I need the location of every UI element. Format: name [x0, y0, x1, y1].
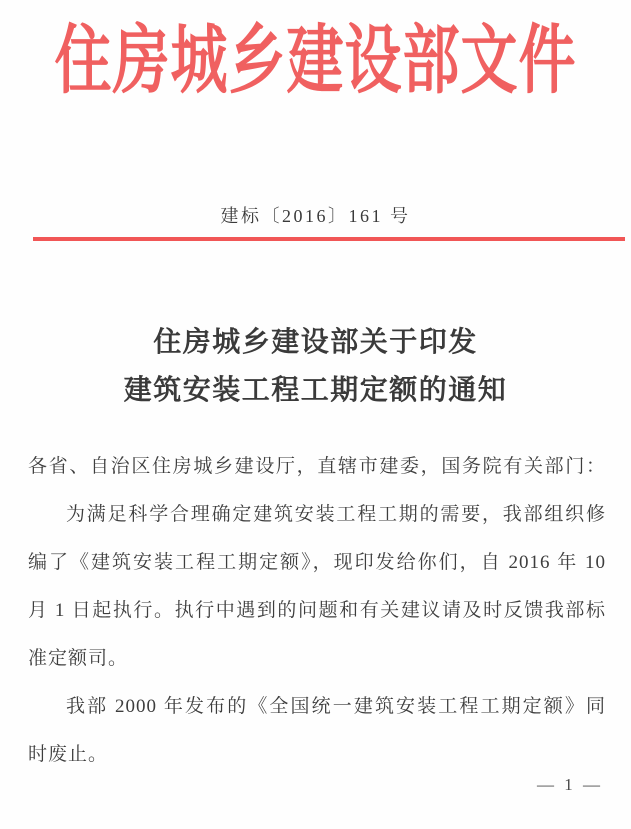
red-divider-line [33, 237, 625, 241]
page-number: — 1 — [537, 775, 603, 794]
recipients-line: 各省、自治区住房城乡建设厅，直辖市建委，国务院有关部门： [28, 456, 606, 477]
notice-title-line2: 建筑安装工程工期定额的通知 [123, 375, 508, 406]
notice-title-line1: 住房城乡建设部关于印发 [153, 327, 478, 358]
body-line-6: 我部 2000 年发布的《全国统一建筑安装工程工期定额》同 [66, 696, 606, 717]
body-line-4: 月 1 日起执行。执行中遇到的问题和有关建议请及时反馈我部标 [28, 600, 606, 621]
body-line-7: 时废止。 [28, 744, 109, 765]
document-number: 建标〔2016〕161 号 [220, 206, 411, 226]
body-line-3: 编了《建筑安装工程工期定额》，现印发给你们，自 2016 年 10 [28, 552, 606, 573]
notice-body [28, 443, 606, 779]
body-line-5: 准定额司。 [28, 648, 129, 669]
body-line-2: 为满足科学合理确定建筑安装工程工期的需要，我部组织修 [66, 504, 606, 525]
red-header-title: 住房城乡建设部文件 [54, 20, 577, 104]
